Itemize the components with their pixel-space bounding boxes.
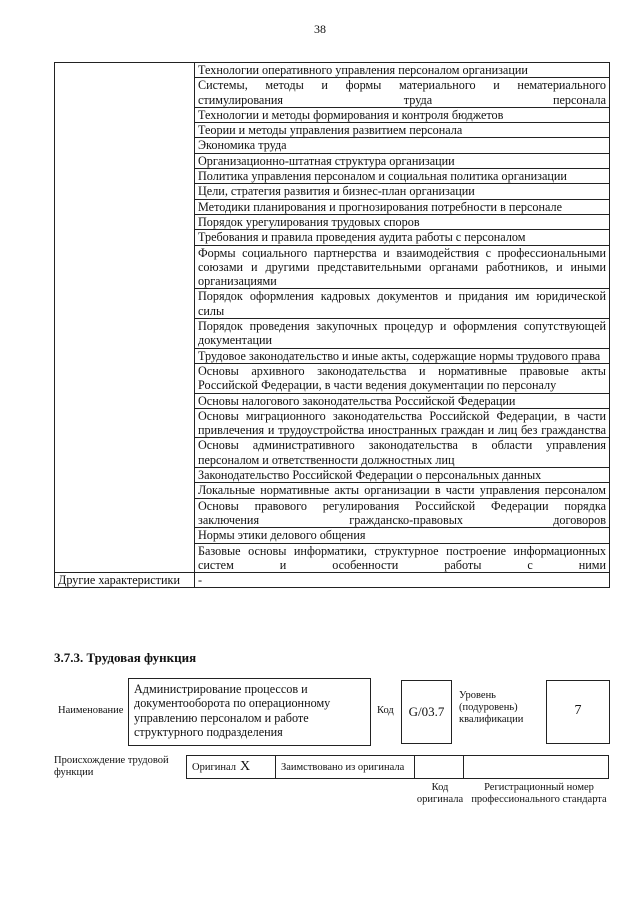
function-name-box	[128, 678, 371, 746]
row-label-cell	[55, 63, 195, 573]
knowledge-item: Требования и правила проведения аудита работы с персоналом	[195, 230, 610, 245]
reg-number-cell	[464, 756, 609, 779]
name-label: Наименование	[58, 705, 124, 716]
reg-number-caption: Регистрационный номер профессионального стандарта	[471, 782, 607, 805]
knowledge-item: Формы социального партнерства и взаимодействия с профессиональными союзами и другими представительными органами работников, и иными организациями	[195, 245, 610, 289]
code-original-cell	[415, 756, 464, 779]
borrowed-label: Заимствовано из оригинала	[281, 761, 405, 773]
knowledge-item: Порядок проведения закупочных процедур и оформления сопутствующей документации	[195, 319, 610, 349]
function-code-box	[401, 680, 452, 744]
code-original-caption: Код оригинала	[416, 782, 464, 805]
other-characteristics-value: -	[195, 573, 610, 588]
knowledge-item: Трудовое законодательство и иные акты, содержащие нормы трудового права	[195, 348, 610, 363]
knowledge-item: Нормы этики делового общения	[195, 528, 610, 543]
knowledge-item: Теории и методы управления развитием персонала	[195, 123, 610, 138]
knowledge-item: Политика управления персоналом и социальная политика организации	[195, 169, 610, 184]
level-label: Уровень (подуровень) квалификации	[459, 690, 524, 725]
knowledge-item: Основы административного законодательства в области управления персоналом и ответственности должностных лиц	[195, 438, 610, 468]
function-name-value: Администрирование процессов и документооборота по операционному управлению персоналом и работе структурного подразделения	[134, 682, 331, 739]
function-code-value: G/03.7	[408, 704, 445, 719]
knowledge-item: Технологии и методы формирования и контроля бюджетов	[195, 107, 610, 122]
original-mark: X	[240, 759, 251, 774]
knowledge-item: Основы архивного законодательства и нормативные правовые акты Российской Федерации, в части ведения документации по персоналу	[195, 363, 610, 393]
table-row	[55, 573, 610, 588]
original-label: Оригинал	[192, 762, 236, 773]
origin-label: Происхождение трудовой функции	[54, 755, 169, 778]
knowledge-item: Законодательство Российской Федерации о персональных данных	[195, 468, 610, 483]
section-heading: 3.7.3. Трудовая функция	[54, 650, 197, 665]
knowledge-item: Порядок урегулирования трудовых споров	[195, 214, 610, 229]
knowledge-item: Локальные нормативные акты организации в части управления персоналом	[195, 483, 610, 498]
knowledge-item: Базовые основы информатики, структурное построение информационных систем и особенности работы с ними	[195, 543, 610, 573]
knowledge-item: Цели, стратегия развития и бизнес-план организации	[195, 184, 610, 199]
knowledge-item: Системы, методы и формы материального и нематериального стимулирования труда персонала	[195, 78, 610, 108]
knowledge-item: Основы налогового законодательства Российской Федерации	[195, 393, 610, 408]
knowledge-item: Методики планирования и прогнозирования потребности в персонале	[195, 199, 610, 214]
knowledge-item: Экономика труда	[195, 138, 610, 153]
knowledge-item: Основы правового регулирования Российской Федерации порядка заключения гражданско-правовых договоров	[195, 498, 610, 528]
knowledge-item: Основы миграционного законодательства Российской Федерации, в части привлечения и трудоустройства иностранных граждан и лиц без гражданства	[195, 408, 610, 438]
knowledge-item: Порядок оформления кадровых документов и придания им юридической силы	[195, 289, 610, 319]
knowledge-requirements-table	[54, 62, 610, 588]
knowledge-item: Организационно-штатная структура организации	[195, 153, 610, 168]
page-number: 38	[314, 22, 326, 36]
borrowed-cell	[276, 756, 415, 779]
code-label: Код	[377, 705, 394, 716]
original-cell	[187, 756, 276, 779]
table-row	[55, 63, 610, 78]
other-characteristics-label: Другие характеристики	[55, 573, 195, 588]
qualification-level-value: 7	[574, 703, 582, 718]
origin-table	[186, 755, 609, 779]
qualification-level-box	[546, 680, 610, 744]
knowledge-item: Технологии оперативного управления персоналом организации	[195, 63, 610, 78]
